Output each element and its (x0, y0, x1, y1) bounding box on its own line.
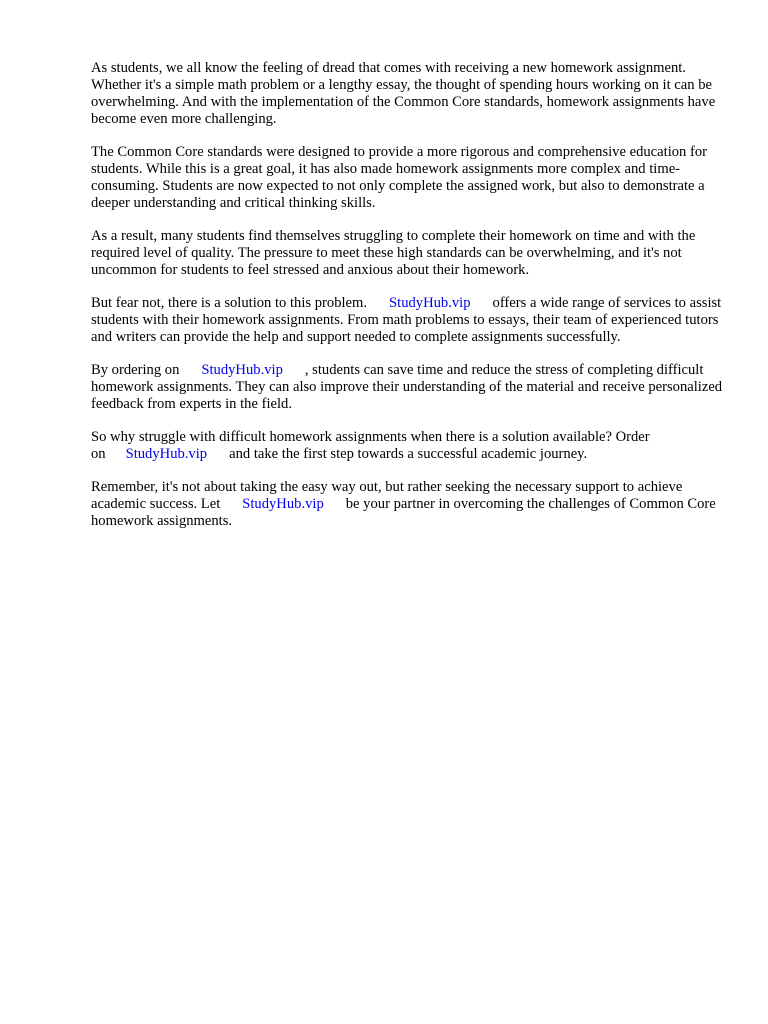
paragraph-result-text: As a result, many students find themselves struggling to complete their homework on time and with the required level of quality. The pressure to meet these high standards can be overwhelming, and it's not uncommon for students to feel stressed and anxious about their homework. (91, 228, 696, 278)
paragraph-ordering-after: , students can save time and reduce the stress of completing difficult homework assignments. They can also improve their understanding of the material and receive personalized feedback from experts in the field. (91, 362, 723, 412)
paragraph-ordering (91, 362, 723, 413)
paragraph-remember (91, 479, 723, 530)
paragraph-why-struggle-after: and take the first step towards a successful academic journey. (229, 446, 588, 462)
paragraph-why-struggle (91, 429, 723, 463)
paragraph-result (91, 228, 723, 279)
paragraph-solution (91, 295, 723, 346)
paragraph-intro (91, 60, 723, 128)
document-body (91, 60, 723, 546)
paragraph-remember-after: be your partner in overcoming the challenges of Common Core homework assignments. (91, 496, 716, 529)
studyhub-link-2[interactable]: StudyHub.vip (201, 362, 283, 378)
studyhub-link-3[interactable]: StudyHub.vip (125, 446, 208, 462)
studyhub-link-4[interactable]: StudyHub.vip (242, 496, 324, 512)
studyhub-link-1[interactable]: StudyHub.vip (389, 295, 471, 311)
paragraph-solution-after: offers a wide range of services to assist students with their homework assignments. From math problems to essays, their team of experienced tutors and writers can provide the help and support needed to complete assignments successfully. (91, 295, 722, 345)
paragraph-remember-before: Remember, it's not about taking the easy way out, but rather seeking the necessary support to achieve academic success. Let (91, 479, 683, 512)
paragraph-ordering-before: By ordering on (91, 362, 180, 378)
paragraph-solution-before: But fear not, there is a solution to this problem. (91, 295, 368, 311)
paragraph-common-core (91, 144, 723, 212)
paragraph-why-struggle-before: So why struggle with difficult homework assignments when there is a solution available? Order on (91, 429, 650, 462)
paragraph-intro-text: As students, we all know the feeling of dread that comes with receiving a new homework assignment. Whether it's a simple math problem or a lengthy essay, the thought of spending hours working on it can be overwhelming. And with the implementation of the Common Core standards, homework assignments have become even more challenging. (91, 60, 716, 127)
paragraph-common-core-text: The Common Core standards were designed to provide a more rigorous and comprehensive education for students. While this is a great goal, it has also made homework assignments more complex and time-consuming. Students are now expected to not only complete the assigned work, but also to demonstrate a deeper understanding and critical thinking skills. (91, 144, 708, 211)
